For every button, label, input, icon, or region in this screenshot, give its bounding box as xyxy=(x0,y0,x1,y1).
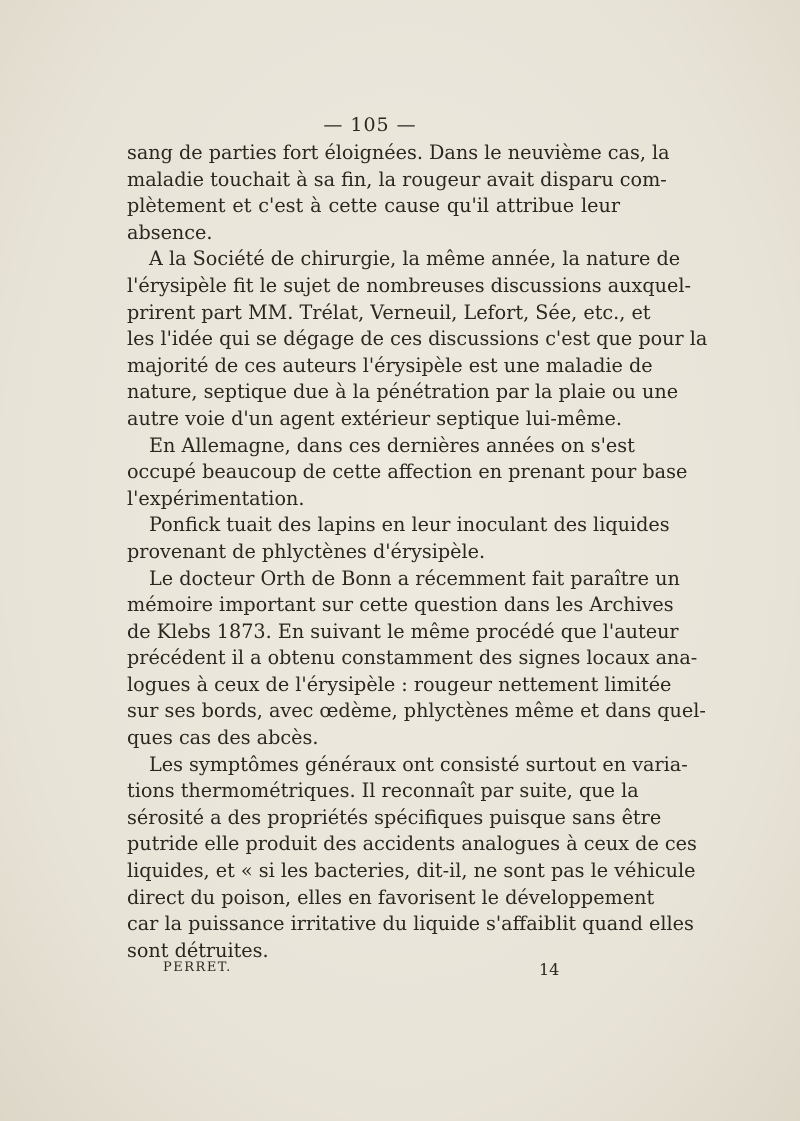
paragraph xyxy=(127,140,670,246)
text-line: précédent il a obtenu constamment des signes locaux ana- xyxy=(127,646,698,670)
text-line: prirent part MM. Trélat, Verneuil, Lefort, Sée, etc., et xyxy=(127,300,651,324)
text-line: car la puissance irritative du liquide s'affaiblit quand elles xyxy=(127,912,694,936)
text-line: majorité de ces auteurs l'érysipèle est une maladie de xyxy=(127,353,653,377)
text-line: nature, septique due à la pénétration par la plaie ou une xyxy=(127,380,679,404)
paragraph xyxy=(127,246,708,432)
text-line: logues à ceux de l'érysipèle : rougeur nettement limitée xyxy=(127,672,672,696)
paragraph xyxy=(127,566,706,752)
text-line: plètement et c'est à cette cause qu'il attribue leur xyxy=(127,194,620,218)
signature-number: 14 xyxy=(539,960,560,979)
text-line: tions thermométriques. Il reconnaît par suite, que la xyxy=(127,779,639,803)
text-line: sang de parties fort éloignées. Dans le neuvième cas, la xyxy=(127,141,670,164)
text-line: autre voie d'un agent extérieur septique lui-même. xyxy=(127,406,623,430)
text-line: maladie touchait à sa fin, la rougeur avait disparu com- xyxy=(127,167,667,191)
text-line: mémoire important sur cette question dans les Archives xyxy=(127,593,674,617)
text-line: de Klebs 1873. En suivant le même procédé que l'auteur xyxy=(127,619,679,643)
text-line: Les symptômes généraux ont consisté surtout en varia- xyxy=(149,752,688,776)
text-line: l'érysipèle fit le sujet de nombreuses discussions auxquel- xyxy=(127,273,691,297)
text-line: occupé beaucoup de cette affection en prenant pour base xyxy=(127,460,688,484)
text-line: A la Société de chirurgie, la même année, la nature de xyxy=(149,247,681,271)
paragraph xyxy=(127,752,697,965)
text-line: les l'idée qui se dégage de ces discussions c'est que pour la xyxy=(127,327,708,351)
text-line: liquides, et « si les bacteries, dit-il, ne sont pas le véhicule xyxy=(127,859,696,883)
text-line: sont détruites. xyxy=(127,938,269,962)
text-line: l'expérimentation. xyxy=(127,486,305,510)
body-text xyxy=(127,140,708,964)
text-line: absence. xyxy=(127,220,213,244)
printer-signature: PERRET. xyxy=(163,960,232,975)
text-line: ques cas des abcès. xyxy=(127,726,319,750)
text-line: sérosité a des propriétés spécifiques puisque sans être xyxy=(127,805,662,829)
paragraph xyxy=(127,512,670,565)
text-line: Le docteur Orth de Bonn a récemment fait paraître un xyxy=(149,566,680,590)
text-line: sur ses bords, avec œdème, phlyctènes même et dans quel- xyxy=(127,699,706,723)
text-line: En Allemagne, dans ces dernières années on s'est xyxy=(149,433,635,457)
page-number: — 105 — xyxy=(323,114,417,136)
text-line: direct du poison, elles en favorisent le développement xyxy=(127,885,655,909)
text-line: putride elle produit des accidents analogues à ceux de ces xyxy=(127,832,697,856)
paragraph xyxy=(127,433,688,513)
text-line: Ponfick tuait des lapins en leur inoculant des liquides xyxy=(149,513,670,537)
text-line: provenant de phlyctènes d'érysipèle. xyxy=(127,539,486,563)
